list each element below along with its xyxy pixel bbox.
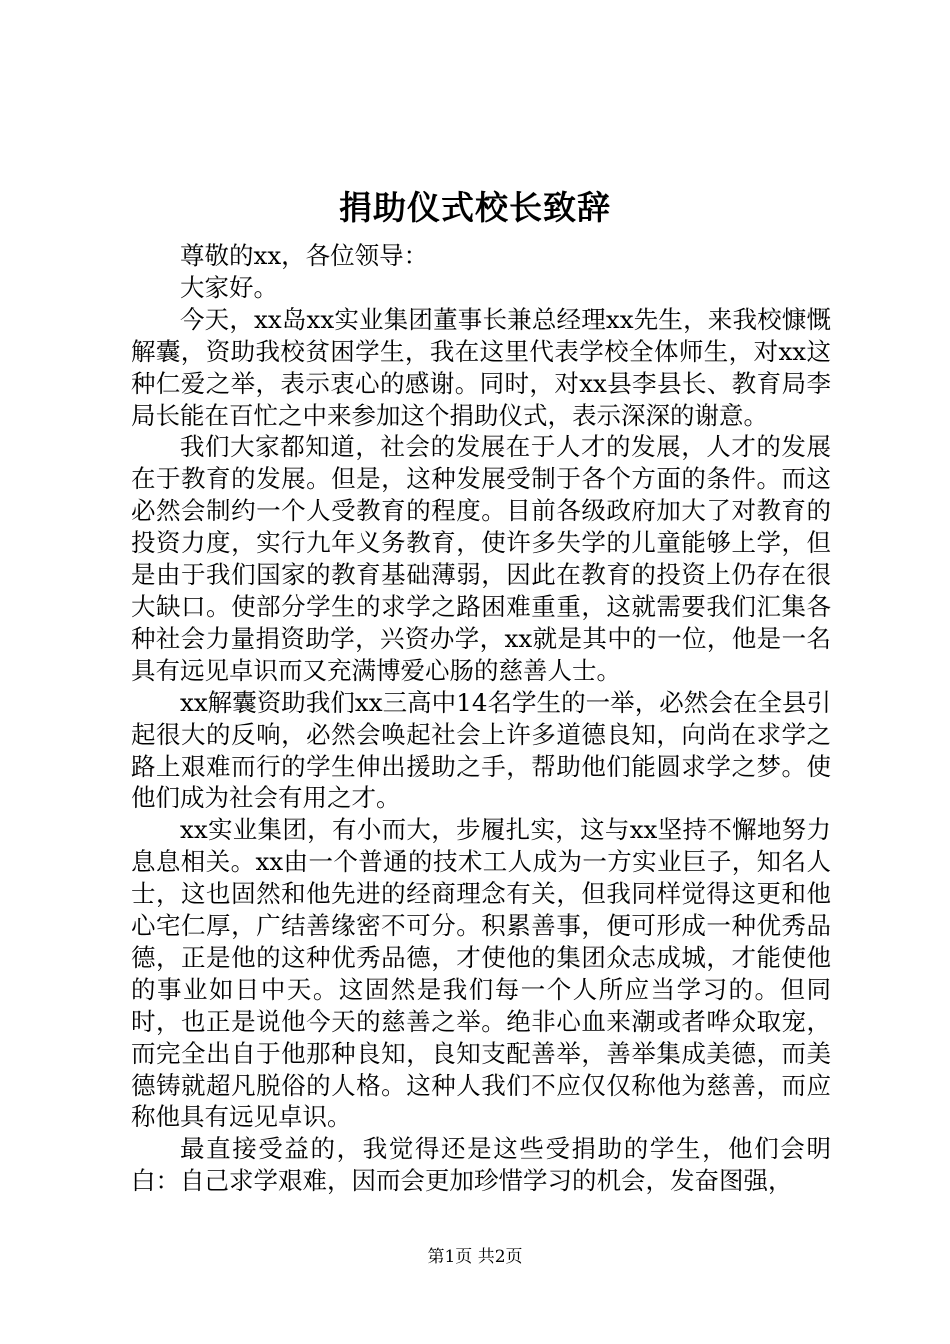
body-paragraph: 最直接受益的，我觉得还是这些受捐助的学生，他们会明白：自己求学艰难，因而会更加珍惜学习的机会，发奋图强， xyxy=(131,1134,831,1196)
greeting-paragraph: 尊敬的xx，各位领导： xyxy=(180,241,429,270)
document-title: 捐助仪式校长致辞 xyxy=(339,188,611,227)
document-body xyxy=(131,240,831,1197)
salutation-paragraph: 大家好。 xyxy=(180,272,278,302)
body-paragraph: xx实业集团，有小而大，步履扎实，这与xx坚持不懈地努力息息相关。xx由一个普通的技术工人成为一方实业巨子，知名人士，这也固然和他先进的经商理念有关，但我同样觉得这更和他心宅仁厚，广结善缘密不可分。积累善事，便可形成一种优秀品德，正是他的这种优秀品德，才使他的集团众志成城，才能使他的事业如日中天。这固然是我们每一个人所应当学习的。但同时，也正是说他今天的慈善之举。绝非心血来潮或者哗众取宠，而完全出自于他那种良知，良知支配善举，善举集成美德，而美德铸就超凡脱俗的人格。这种人我们不应仅仅称他为慈善，而应称他具有远见卓识。 xyxy=(131,815,831,1132)
body-paragraph: 今天，xx岛xx实业集团董事长兼总经理xx先生，来我校慷慨解囊，资助我校贫困学生，我在这里代表学校全体师生，对xx这种仁爱之举，表示衷心的感谢。同时，对xx县李县长、教育局李局长能在百忙之中来参加这个捐助仪式，表示深深的谢意。 xyxy=(131,304,831,430)
body-paragraph: 我们大家都知道，社会的发展在于人才的发展，人才的发展在于教育的发展。但是，这种发展受制于各个方面的条件。而这必然会制约一个人受教育的程度。目前各级政府加大了对教育的投资力度，实行九年义务教育，使许多失学的儿童能够上学，但是由于我们国家的教育基础薄弱，因此在教育的投资上仍存在很大缺口。使部分学生的求学之路困难重重，这就需要我们汇集各种社会力量捐资助学，兴资办学，xx就是其中的一位，他是一名具有远见卓识而又充满博爱心肠的慈善人士。 xyxy=(131,432,831,685)
page-number-footer: 第1页 共2页 xyxy=(427,1247,523,1267)
body-paragraph: xx解囊资助我们xx三高中14名学生的一举，必然会在全县引起很大的反响，必然会唤起社会上许多道德良知，向尚在求学之路上艰难而行的学生伸出援助之手，帮助他们能圆求学之梦。使他们成为社会有用之才。 xyxy=(131,687,831,813)
